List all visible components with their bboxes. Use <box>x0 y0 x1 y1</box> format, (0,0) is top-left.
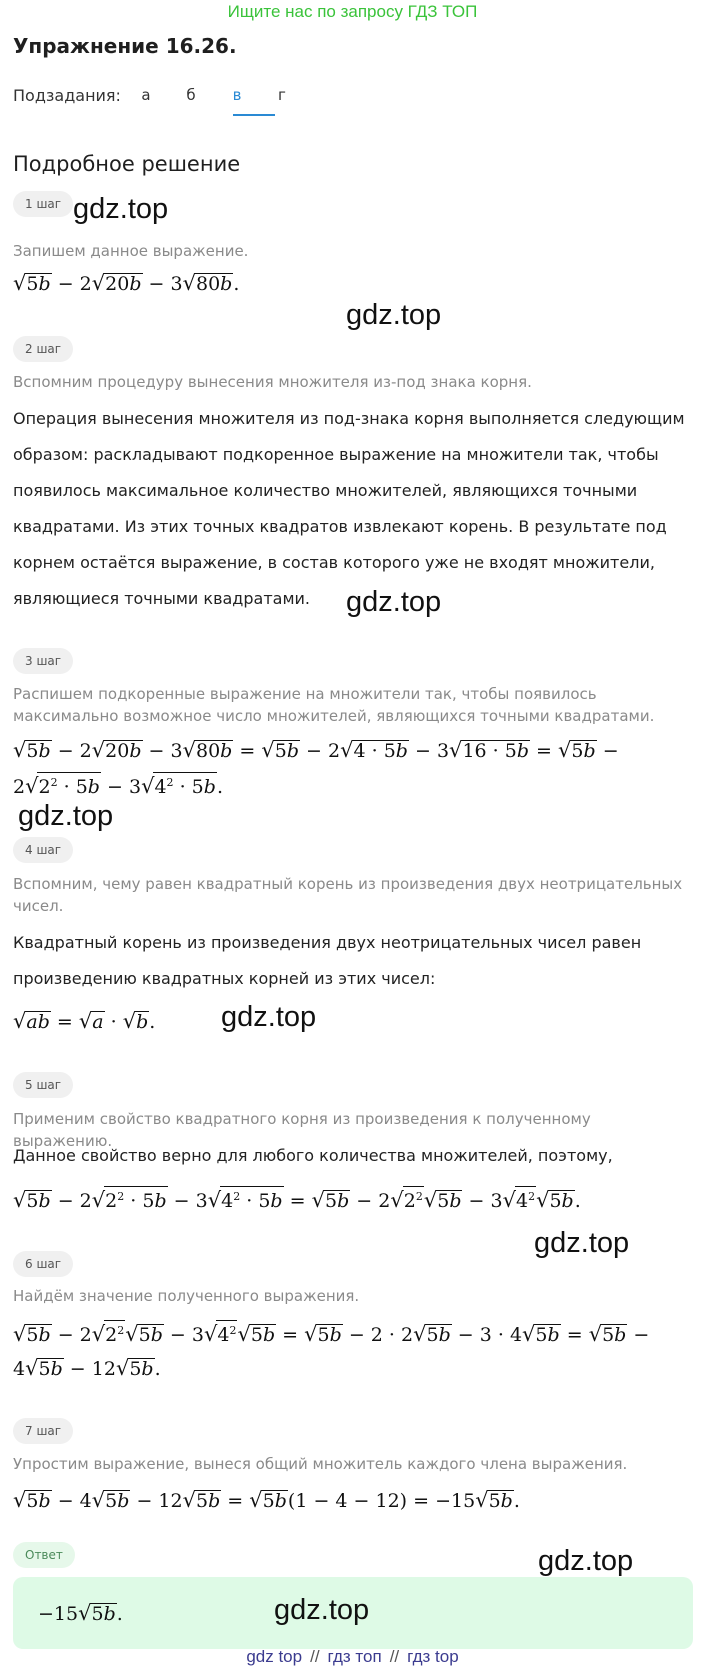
tab-b[interactable]: б <box>186 86 196 104</box>
step-badge: 5 шаг <box>13 1072 73 1098</box>
step-hint: Применим свойство квадратного корня из произведения к полученному выражению. <box>13 1110 591 1150</box>
math-expression: $2√2^2 \cdot 5b - 3√4^2 \cdot 5b$. <box>13 774 223 798</box>
step-badge: 3 шаг <box>13 648 73 674</box>
active-tab-indicator <box>233 114 275 116</box>
step-hint: Упростим выражение, вынеся общий множитель каждого члена выражения. <box>13 1455 628 1473</box>
subtasks-label: Подзадания: <box>13 86 121 105</box>
step-badge: 6 шаг <box>13 1251 73 1277</box>
math-expression: $√5b - 2√2^2 \cdot 5b - 3√4^2 \cdot 5b = √5b - 2√2^2√5b - 3√4^2√5b$. <box>13 1188 581 1212</box>
footer-link[interactable]: гдз top <box>407 1647 459 1666</box>
footer-link[interactable]: gdz top <box>246 1647 303 1666</box>
step-hint: Вспомним процедуру вынесения множителя из-под знака корня. <box>13 373 532 391</box>
section-title: Подробное решение <box>13 152 241 176</box>
step-hint: Вспомним, чему равен квадратный корень из произведения двух неотрицательных чисел. <box>13 875 683 915</box>
tab-v[interactable]: в <box>232 86 242 104</box>
step-paragraph: Квадратный корень из произведения двух неотрицательных чисел равен произведению квадратных корней из этих чисел: <box>13 933 642 988</box>
math-expression: 4√5b − 12√5b. <box>13 1356 161 1380</box>
step-hint: Найдём значение полученного выражения. <box>13 1287 360 1305</box>
footer-links <box>0 1647 705 1667</box>
math-expression: √5b − 4√5b − 12√5b = √5b(1 − 4 − 12) = −15√5b. <box>13 1488 520 1512</box>
step-badge: 1 шаг <box>13 191 73 217</box>
math-expression: √ab = √a · √b. <box>13 1009 156 1033</box>
answer-badge: Ответ <box>13 1542 75 1568</box>
tab-a[interactable]: а <box>141 86 151 104</box>
step-paragraph: Операция вынесения множителя из под-знака корня выполняется следующим образом: раскладывают подкоренное выражение на множители так, чтобы появилось максимальное количество множителей, являющихся точными квадратами. Из этих точных квадратов извлекают корень. В результате под корнем остаётся выражение, в состав которого уже не входят множители, являющиеся точными квадратами. <box>13 409 685 608</box>
step-hint: Запишем данное выражение. <box>13 242 249 260</box>
footer-separator: // <box>310 1647 320 1666</box>
math-expression: √5b − 2√20b − 3√80b. <box>13 271 240 295</box>
tab-g[interactable]: г <box>278 86 286 104</box>
watermark: gdz.top <box>346 586 442 618</box>
footer-separator: // <box>389 1647 400 1666</box>
watermark: gdz.top <box>534 1227 630 1259</box>
step-paragraph: Данное свойство верно для любого количества множителей, поэтому, <box>13 1146 613 1165</box>
page-title: Упражнение 16.26. <box>13 34 237 58</box>
top-banner: Ищите нас по запросу ГДЗ ТОП <box>227 2 478 21</box>
math-expression: $√5b - 2√2^2√5b - 3√4^2√5b = √5b - 2 \cdot 2√5b - 3 \cdot 4√5b = √5b$ − <box>13 1322 650 1346</box>
watermark: gdz.top <box>221 1001 317 1033</box>
answer-expression: −15√5b. <box>38 1601 123 1625</box>
step-badge: 4 шаг <box>13 837 73 863</box>
watermark: gdz.top <box>274 1594 370 1626</box>
footer-link[interactable]: гдз топ <box>327 1647 382 1666</box>
watermark: gdz.top <box>73 193 169 225</box>
math-expression: √5b − 2√20b − 3√80b = √5b − 2√4 · 5b − 3√16 · 5b = √5b − <box>13 738 619 762</box>
watermark: gdz.top <box>18 800 114 832</box>
step-badge: 7 шаг <box>13 1418 73 1444</box>
watermark: gdz.top <box>346 299 442 331</box>
watermark: gdz.top <box>538 1545 634 1577</box>
step-hint: Распишем подкоренные выражение на множители так, чтобы появилось максимально возможное число множителей, являющихся точными квадратами. <box>13 685 655 725</box>
step-badge: 2 шаг <box>13 336 73 362</box>
